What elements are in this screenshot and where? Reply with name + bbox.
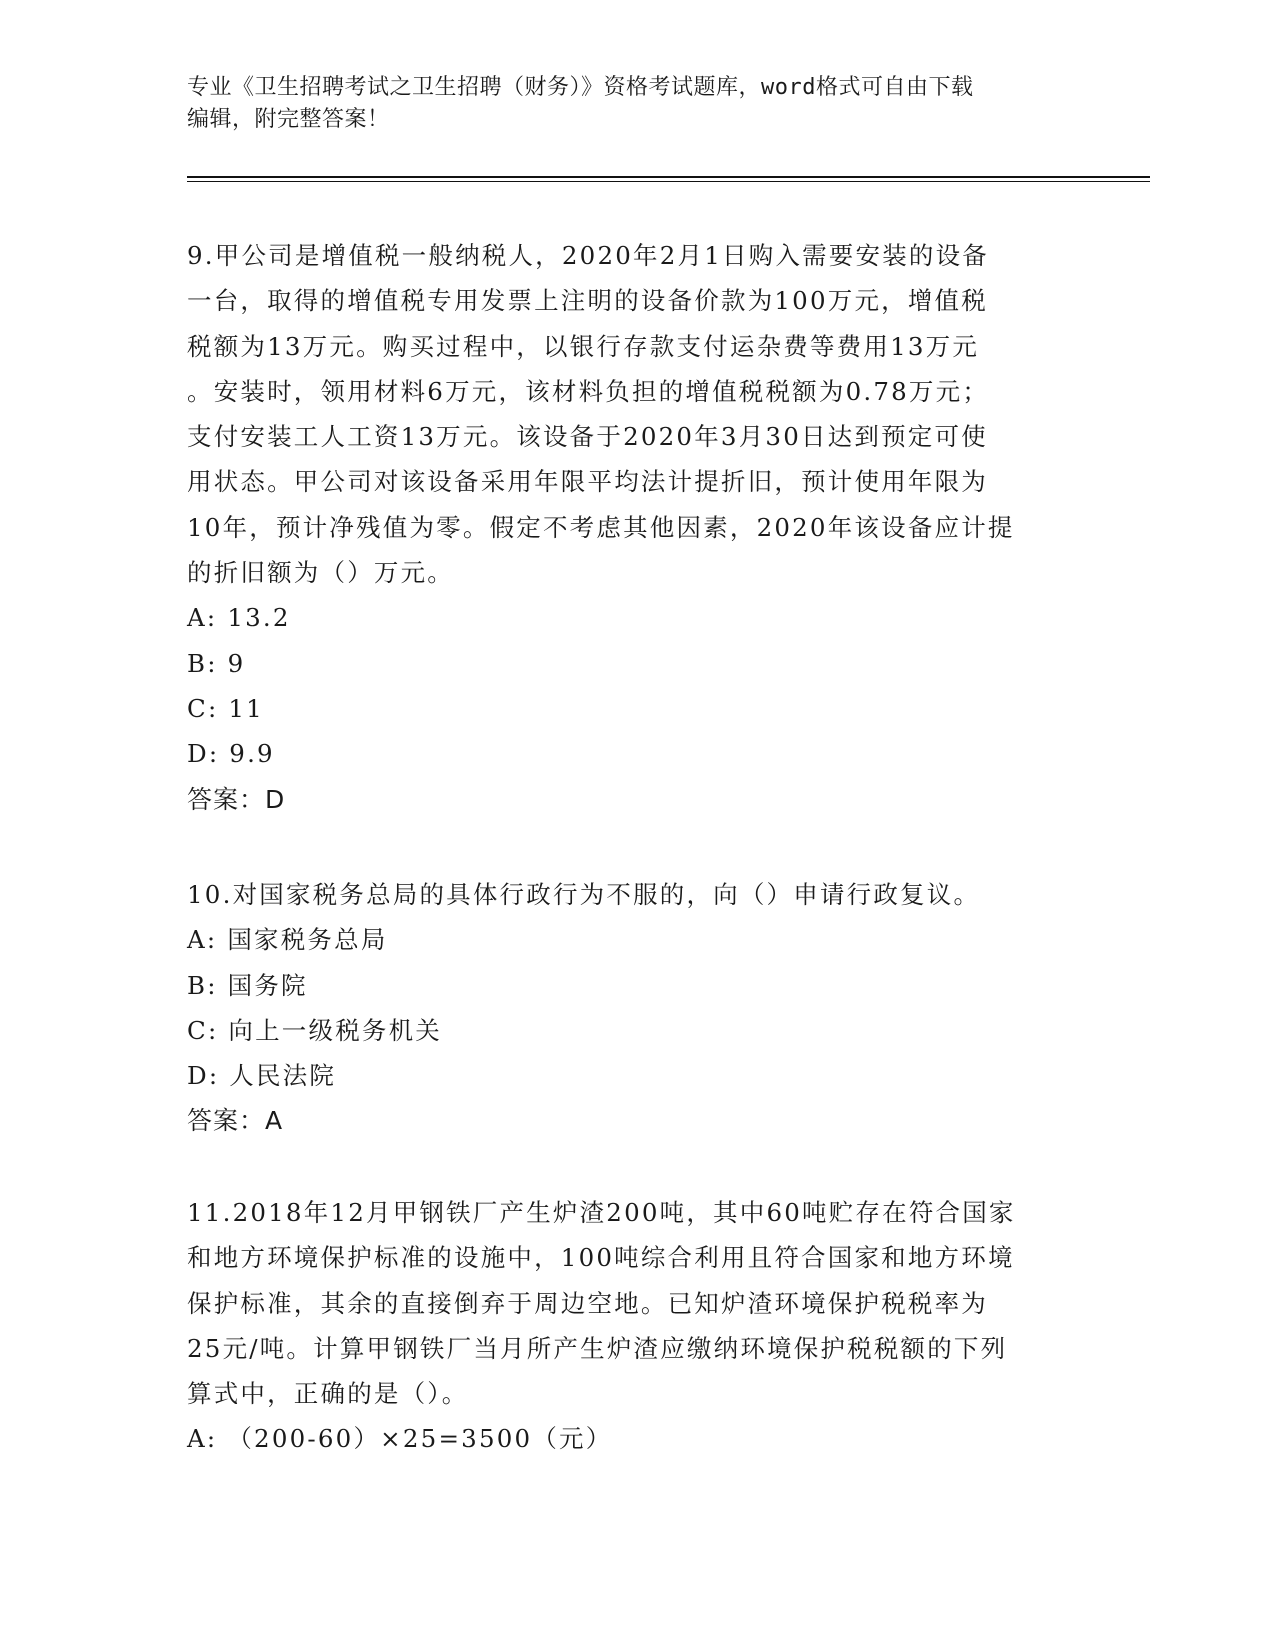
answer: 答案：A [187,1106,284,1136]
header-line-2: 编辑，附完整答案！ [187,107,390,132]
question-line: 用状态。甲公司对该设备采用年限平均法计提折旧，预计使用年限为 [187,467,988,497]
question-line: 和地方环境保护标准的设施中，100吨综合利用且符合国家和地方环境 [187,1243,1015,1273]
question-line: 一台，取得的增值税专用发票上注明的设备价款为100万元，增值税 [187,286,988,316]
question-line: 支付安装工人工资13万元。该设备于2020年3月30日达到预定可使 [187,422,988,452]
question-line: 保护标准，其余的直接倒弃于周边空地。已知炉渣环境保护税税率为 [187,1288,988,1318]
question-line: 税额为13万元。购买过程中，以银行存款支付运杂费等费用13万元 [187,331,980,361]
option-a: A: （200-60）×25=3500（元） [187,1424,613,1454]
header-divider-thin [187,181,1150,182]
question-line: 的折旧额为（）万元。 [187,558,454,588]
option-c: C: 11 [187,693,264,723]
document-header [187,72,1067,136]
question-line: 11.2018年12月甲钢铁厂产生炉渣200吨，其中60吨贮存在符合国家 [187,1198,1016,1227]
option-d: D: 人民法院 [187,1061,337,1091]
option-a: A: 13.2 [187,603,291,633]
header-line-1: 专业《卫生招聘考试之卫生招聘（财务）》资格考试题库，word格式可自由下载 [187,75,974,100]
option-b: B: 9 [187,648,246,678]
header-divider-thick [187,176,1150,178]
question-line: 算式中，正确的是（）。 [187,1379,469,1409]
question-line: 10年，预计净残值为零。假定不考虑其他因素，2020年该设备应计提 [187,512,1015,542]
option-a: A: 国家税务总局 [187,925,388,955]
answer: 答案：D [187,784,286,814]
question-line: 。安装时，领用材料6万元，该材料负担的增值税税额为0.78万元； [187,376,990,406]
option-c: C: 向上一级税务机关 [187,1015,442,1045]
question-10 [187,872,1077,1144]
question-line: 25元/吨。计算甲钢铁厂当月所产生炉渣应缴纳环境保护税税额的下列 [187,1333,1008,1363]
question-9 [187,233,1077,822]
question-11 [187,1190,1077,1462]
question-line: 10.对国家税务总局的具体行政行为不服的，向（）申请行政复议。 [187,880,981,909]
option-d: D: 9.9 [187,739,275,769]
option-b: B: 国务院 [187,970,308,1000]
question-line: 9.甲公司是增值税一般纳税人，2020年2月1日购入需要安装的设备 [187,241,989,270]
